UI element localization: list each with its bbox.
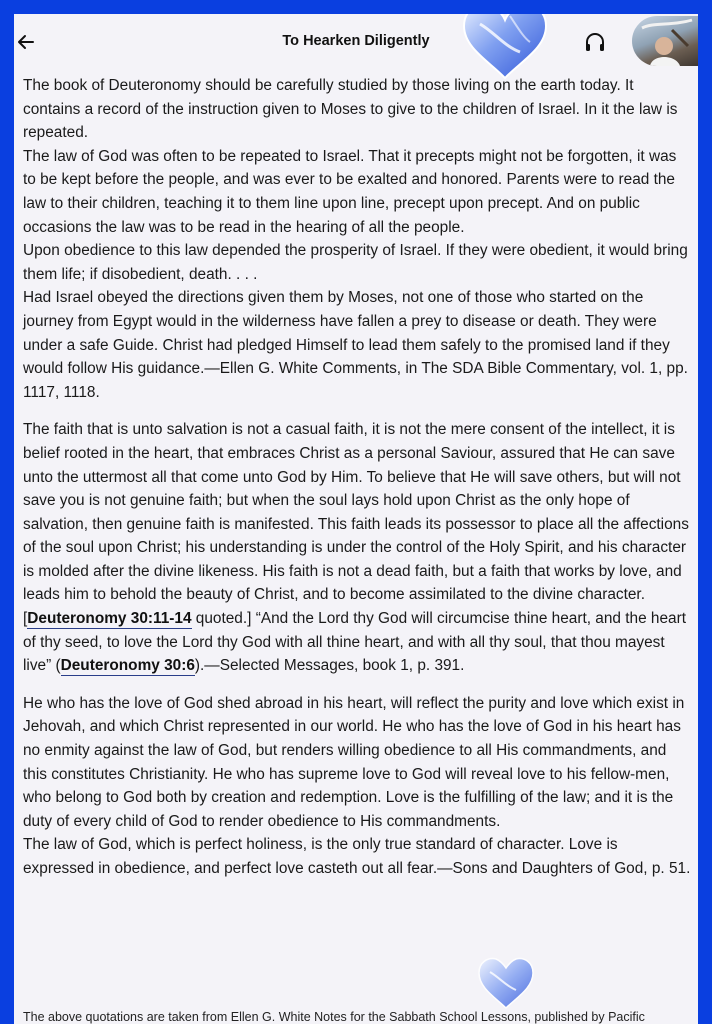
paragraph: Upon obedience to this law depended the prosperity of Israel. If they were obedient, it would bring them life; if disobedient, death. . . . (23, 242, 688, 283)
paragraph: The law of God, which is perfect holiness, is the only true standard of character. Love is expressed in obedience, and perfect love casteth out all fear.—Sons and Daughters of God, p. 51. (23, 836, 691, 877)
paragraph: He who has the love of God shed abroad in his heart, will reflect the purity and love which exist in Jehovah, and which Christ represented in our world. He who has the love of God in his heart has no enmity against the law of God, but renders willing obedience to all His commandments, and this constitutes Christianity. He who has supreme love to God will reveal love to his fellow-men, who belong to God both by creation and redemption. Love is the fulfilling of the law; and it is the duty of every child of God to render obedience to His commandments. (23, 694, 685, 830)
article-body (23, 74, 691, 881)
paragraph-gap (23, 404, 691, 418)
paragraph: The law of God was often to be repeated to Israel. That it precepts might not be forgotten, it was to be kept before the people, and was ever to be exalted and honored. Parents were to read the law to their children, teaching it to them line upon line, precept upon precept. And on public occasions the law was to be read in the hearing of all the people. (23, 147, 677, 236)
scripture-reference-link[interactable]: Deuteronomy 30:11-14 (27, 610, 192, 628)
scripture-reference-link[interactable]: Deuteronomy 30:6 (60, 657, 195, 675)
paragraph-text: The faith that is unto salvation is not a casual faith, it is not the mere consent of the intellect, it is belief rooted in the heart, that embraces Christ as a personal Saviour, assured that He can save unto the uttermost all that come unto God by Him. To believe that He will save others, but will not save you is not genuine faith; but when the soul lays hold upon Christ as the only hope of salvation, then genuine faith is manifested. This faith leads its possessor to place all the affections of the soul upon Christ; his understanding is under the control of the Holy Spirit, and his character is molded after the divine likeness. His faith is not a dead faith, but a faith that works by love, and leads him to behold the beauty of Christ, and to become assimilated to the divine character. [ (23, 421, 689, 628)
reader-window (14, 14, 698, 1024)
paragraph-text: ).—Selected Messages, book 1, p. 391. (194, 657, 465, 675)
paragraph-text: quoted.] “And the Lord thy God will circumcise thine heart, and the heart of thy seed, to love the Lord thy God with all thine heart, and with all thy soul, that thou mayest live” ( (23, 610, 687, 675)
top-bar (14, 14, 698, 70)
paragraph (23, 418, 691, 678)
paragraph: Had Israel obeyed the directions given them by Moses, not one of those who started on the journey from Egypt would in the wilderness have fallen a prey to disease or death. They were under a safe Guide. Christ had pledged Himself to lead them safely to the promised land if they would follow His guidance.—Ellen G. White Comments, in The SDA Bible Commentary, vol. 1, pp. 1117, 1118. (23, 289, 688, 401)
heart-logo-icon (460, 14, 550, 80)
paragraph: The book of Deuteronomy should be carefully studied by those living on the earth today. It contains a record of the instruction given to Moses to give to the children of Israel. In it the law is repeated. (23, 77, 678, 142)
paragraph-gap (23, 678, 691, 692)
headphones-icon[interactable] (584, 32, 606, 52)
avatar[interactable] (632, 16, 698, 66)
page-title: To Hearken Diligently (282, 33, 430, 49)
avatar-image (632, 16, 698, 66)
arrow-left-icon[interactable] (16, 32, 36, 52)
footnote-cut-line: The above quotations are taken from Ellen G. White Notes for the Sabbath School Lessons, published by Pacific (23, 1010, 645, 1024)
